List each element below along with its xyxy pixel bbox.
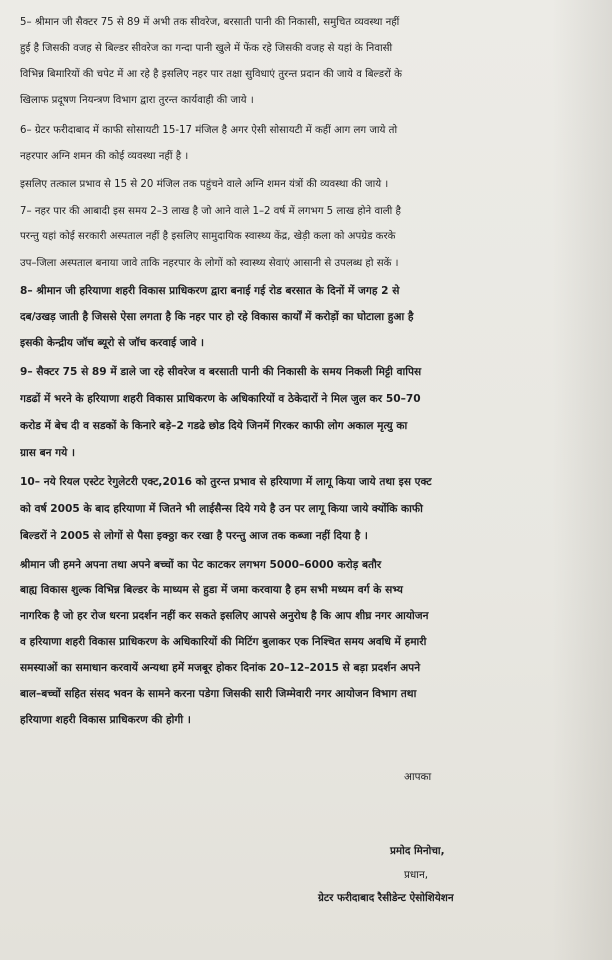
text-line: व हरियाणा शहरी विकास प्राधिकरण के अधिकारियों की मिटिंग बुलाकर एक निश्चित समय अवधि में हमारी bbox=[20, 636, 427, 648]
text-line: 5– श्रीमान जी सैक्टर 75 से 89 में अभी तक सीवरेज, बरसाती पानी की निकासी, समुचित व्यवस्था नहीं bbox=[20, 17, 400, 28]
text-line: बिल्डरों ने 2005 से लोगों से पैसा इक्ठ्ठा कर रखा है परन्तु आज तक कब्जा नहीं दिया है । bbox=[20, 530, 368, 542]
signatory-designation: प्रधान, bbox=[404, 869, 429, 881]
text-line: इसकी केन्द्रीय जॉच ब्यूरो से जॉच करवाई जावे । bbox=[20, 337, 205, 349]
text-line: 6– ग्रेटर फरीदाबाद में काफी सोसायटी 15-17 मंजिल है अगर ऐसी सोसायटी में कहीं आग लग जाये तो bbox=[20, 125, 398, 136]
text-line: इसलिए तत्काल प्रभाव से 15 से 20 मंजिल तक पहुंचने वाले अग्नि शमन यंत्रों की व्यवस्था की जाये । bbox=[20, 179, 389, 190]
text-line: विभिन्न बिमारियों की चपेट में आ रहे है इसलिए नहर पार तक्षा सुविधाएं तुरन्त प्रदान की जाये व बिल्डरों के bbox=[20, 69, 402, 80]
text-line: उप–जिला अस्पताल बनाया जावे ताकि नहरपार के लोगों को स्वास्थ्य सेवाएं आसानी से उपलब्ध हो सकें । bbox=[20, 258, 399, 269]
text-line: नागरिक है जो हर रोज धरना प्रदर्शन नहीं कर सकते इसलिए आपसे अनुरोध है कि आप शीघ्र नगर आयोजन bbox=[20, 610, 429, 622]
text-line: को वर्ष 2005 के बाद हरियाणा में जितने भी लाईसैन्स दिये गये है उन पर लागू किया जाये क्योंकि काफी bbox=[20, 503, 423, 515]
text-line: करोड में बेच दी व सडकों के किनारे बड़े–2 गडढे छोड दिये जिनमें गिरकर काफी लोग अकाल मृत्यु का bbox=[20, 420, 408, 432]
text-line: समस्याओं का समाधान करवायें अन्यथा हमें मजबूर होकर दिनांक 20–12–2015 से बड़ा प्रदर्शन अपने bbox=[20, 662, 421, 674]
text-line: 9– सैक्टर 75 से 89 में डाले जा रहे सीवरेज व बरसाती पानी की निकासी के समय निकली मिट्टी वापिस bbox=[20, 366, 422, 378]
text-line: श्रीमान जी हमने अपना तथा अपने बच्चों का पेट काटकर लगभग 5000–6000 करोड़ बतौर bbox=[20, 559, 382, 571]
text-line: हरियाणा शहरी विकास प्राधिकरण की होगी । bbox=[20, 714, 191, 726]
text-line: नहरपार अग्नि शमन की कोई व्यवस्था नहीं है । bbox=[20, 151, 189, 162]
text-line: परन्तु यहां कोई सरकारी अस्पताल नहीं है इसलिए सामुदायिक स्वास्थ्य केंद्र, खेड़ी कला को अपग्रेड करके bbox=[20, 231, 396, 242]
text-line: 8– श्रीमान जी हरियाणा शहरी विकास प्राधिकरण द्वारा बनाई गई रोड बरसात के दिनों में जगह 2 से bbox=[20, 285, 400, 297]
text-line: बाल–बच्चों सहित संसद भवन के सामने करना पडेगा जिसकी सारी जिम्मेवारी नगर आयोजन विभाग तथा bbox=[20, 688, 417, 700]
text-line: बाह्य विकास शुल्क विभिन्न बिल्डर के माध्यम से हुडा में जमा करवाया है हम सभी मध्यम वर्ग के सभ्य bbox=[20, 584, 403, 596]
text-line: 7– नहर पार की आबादी इस समय 2–3 लाख है जो आने वाले 1–2 वर्ष में लगभग 5 लाख होने वाली है bbox=[20, 206, 401, 217]
text-line: 10– नये रियल एस्टेट रेगुलेटरी एक्ट,2016 को तुरन्त प्रभाव से हरियाणा में लागू किया जाये तथा इस एक्ट bbox=[20, 476, 432, 488]
text-line: हुई है जिसकी वजह से बिल्डर सीवरेज का गन्दा पानी खुले में फेंक रहे जिसकी वजह से यहां के निवासी bbox=[20, 43, 393, 54]
text-line: खिलाफ प्रदूषण नियन्त्रण विभाग द्वारा तुरन्त कार्यवाही की जाये । bbox=[20, 95, 254, 106]
text-line: गडढों में भरने के हरियाणा शहरी विकास प्राधिकरण के अधिकारियों व ठेकेदारों ने मिल जुल कर 50–70 bbox=[20, 393, 421, 405]
text-line: दब/उखड़ जाती है जिससे ऐसा लगता है कि नहर पार हो रहे विकास कार्यों में करोड़ों का घोटाला हुआ है bbox=[20, 311, 414, 323]
closing-salutation: आपका bbox=[404, 771, 432, 783]
text-line: ग्रास बन गये । bbox=[20, 447, 75, 459]
signatory-name: प्रमोद मिनोचा, bbox=[390, 845, 445, 857]
signatory-organisation: ग्रेटर फरीदाबाद रैसीडेन्ट ऐसोशियेशन bbox=[318, 892, 454, 904]
